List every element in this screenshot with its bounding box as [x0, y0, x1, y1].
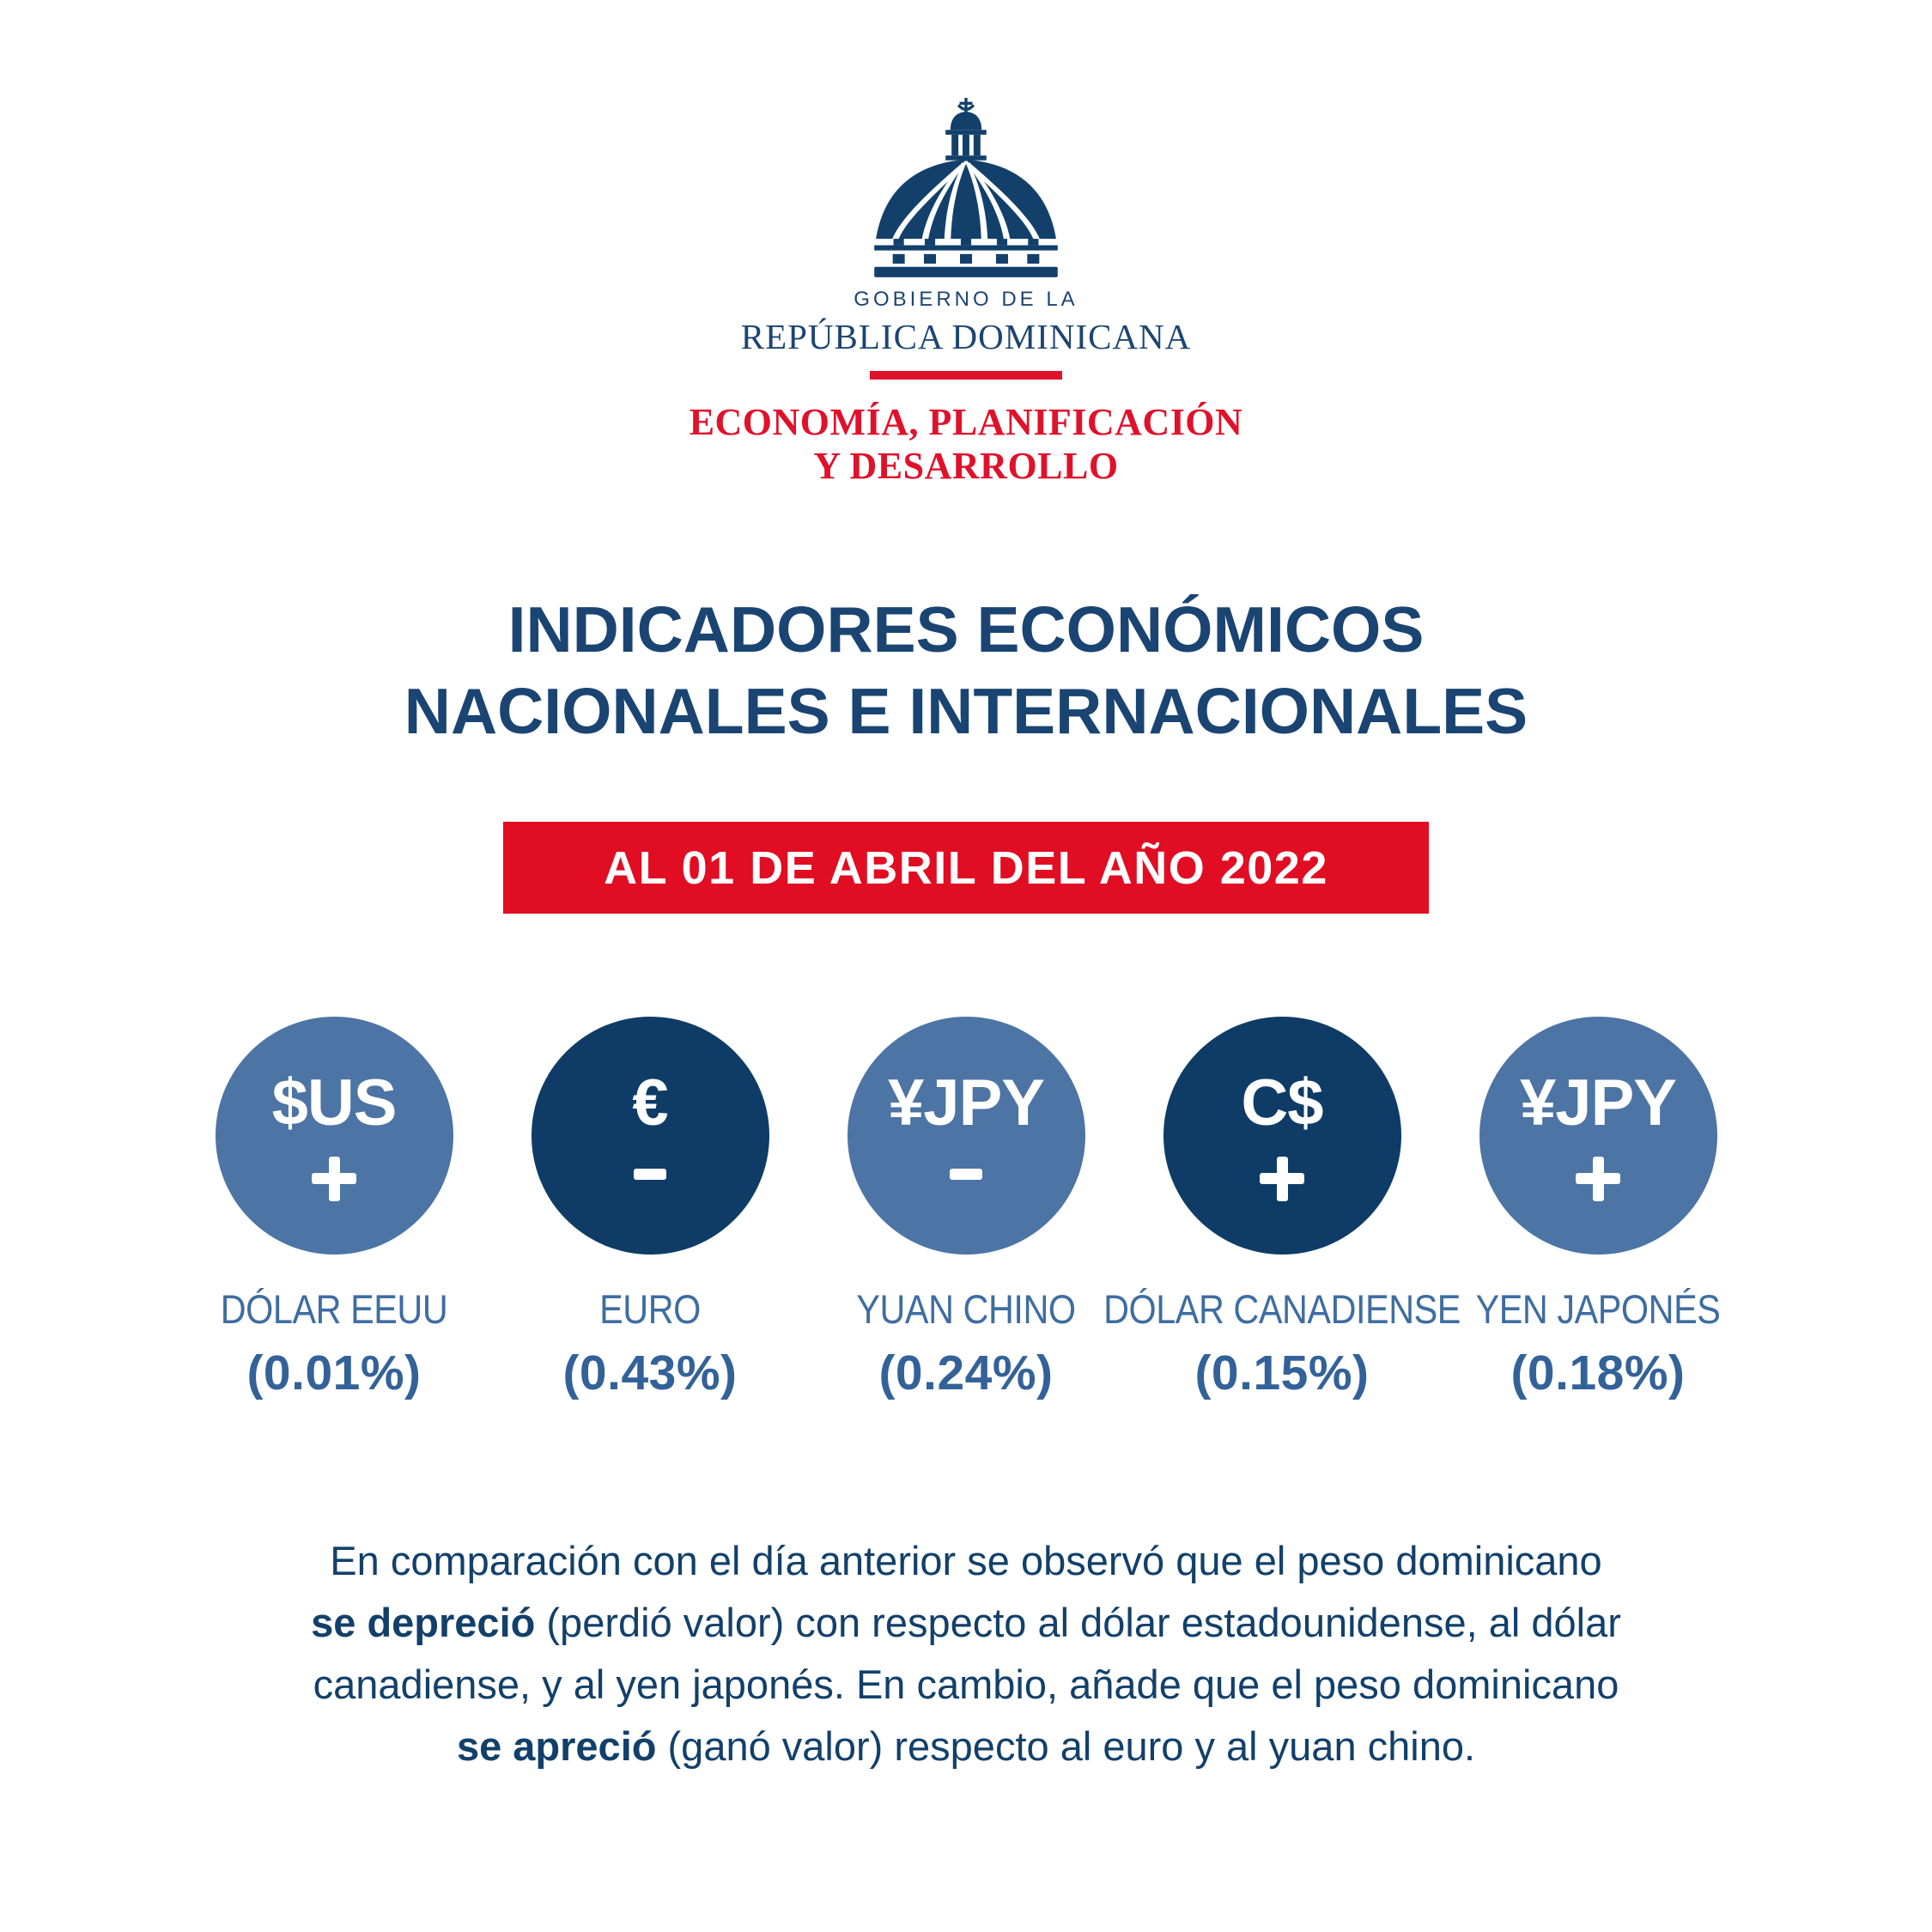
currency-symbol: ¥JPY: [1520, 1066, 1676, 1139]
plus-sign-icon: [1576, 1157, 1620, 1201]
currency-card-yuan: [848, 1017, 1085, 1401]
currency-symbol: $US: [271, 1066, 397, 1139]
currency-name: EURO: [599, 1286, 701, 1333]
government-logo: [0, 0, 1932, 488]
national-palace-dome-icon: [865, 96, 1067, 277]
logo-government-text: GOBIERNO DE LA: [854, 288, 1078, 311]
currency-name: DÓLAR CANADIENSE: [1103, 1286, 1461, 1333]
plus-sign-icon: [312, 1157, 356, 1201]
analysis-line3: canadiense, y al yen japonés. En cambio, añade que el peso dominicano: [313, 1662, 1619, 1708]
page-title-line1: INDICADORES ECONÓMICOS: [507, 593, 1425, 666]
logo-republic-text: REPÚBLICA DOMINICANA: [740, 317, 1192, 356]
currency-indicators: [0, 1017, 1932, 1401]
currency-circle: [848, 1017, 1085, 1255]
currency-card-canadian-dollar: [1103, 1017, 1461, 1401]
ministry-line2: Y DESARROLLO: [813, 445, 1119, 488]
page-title: [0, 589, 1932, 751]
analysis-line4: se apreció (ganó valor) respecto al euro y al yuan chino.: [456, 1723, 1476, 1770]
currency-card-us-dollar: [216, 1017, 453, 1401]
analysis-paragraph: [210, 1530, 1722, 1777]
currency-change-pct: (0.43%): [562, 1346, 738, 1401]
logo-red-divider: [870, 371, 1062, 380]
currency-symbol: €: [632, 1066, 668, 1139]
analysis-line1: En comparación con el día anterior se observó que el peso dominicano: [330, 1538, 1602, 1584]
ministry-line1: ECONOMÍA, PLANIFICACIÓN: [689, 401, 1243, 443]
currency-change-pct: (0.24%): [878, 1346, 1054, 1401]
appreciated-bold-text: se apreció: [456, 1723, 657, 1770]
minus-sign-icon: [944, 1157, 988, 1201]
currency-name: DÓLAR EEUU: [220, 1286, 448, 1333]
currency-circle: [216, 1017, 453, 1255]
date-banner: [503, 822, 1429, 914]
currency-circle: [1479, 1017, 1717, 1255]
depreciated-bold-text: se depreció: [311, 1600, 536, 1646]
ministry-name: [0, 400, 1932, 488]
currency-change-pct: (0.18%): [1510, 1346, 1686, 1401]
currency-change-pct: (0.01%): [246, 1346, 422, 1401]
date-banner-text: AL 01 DE ABRIL DEL AÑO 2022: [604, 841, 1328, 894]
currency-card-yen: [1475, 1017, 1721, 1401]
currency-name: YEN JAPONÉS: [1475, 1286, 1721, 1333]
page-title-line2: NACIONALES E INTERNACIONALES: [404, 674, 1528, 747]
currency-circle: [532, 1017, 769, 1255]
analysis-line2: se depreció (perdió valor) con respecto al dólar estadounidense, al dólar: [311, 1600, 1621, 1646]
currency-circle: [1163, 1017, 1401, 1255]
minus-sign-icon: [628, 1157, 672, 1201]
currency-symbol: C$: [1241, 1066, 1323, 1139]
currency-change-pct: (0.15%): [1194, 1346, 1370, 1401]
plus-sign-icon: [1260, 1157, 1304, 1201]
currency-symbol: ¥JPY: [888, 1066, 1044, 1139]
currency-name: YUAN CHINO: [856, 1286, 1076, 1333]
currency-card-euro: [532, 1017, 769, 1401]
